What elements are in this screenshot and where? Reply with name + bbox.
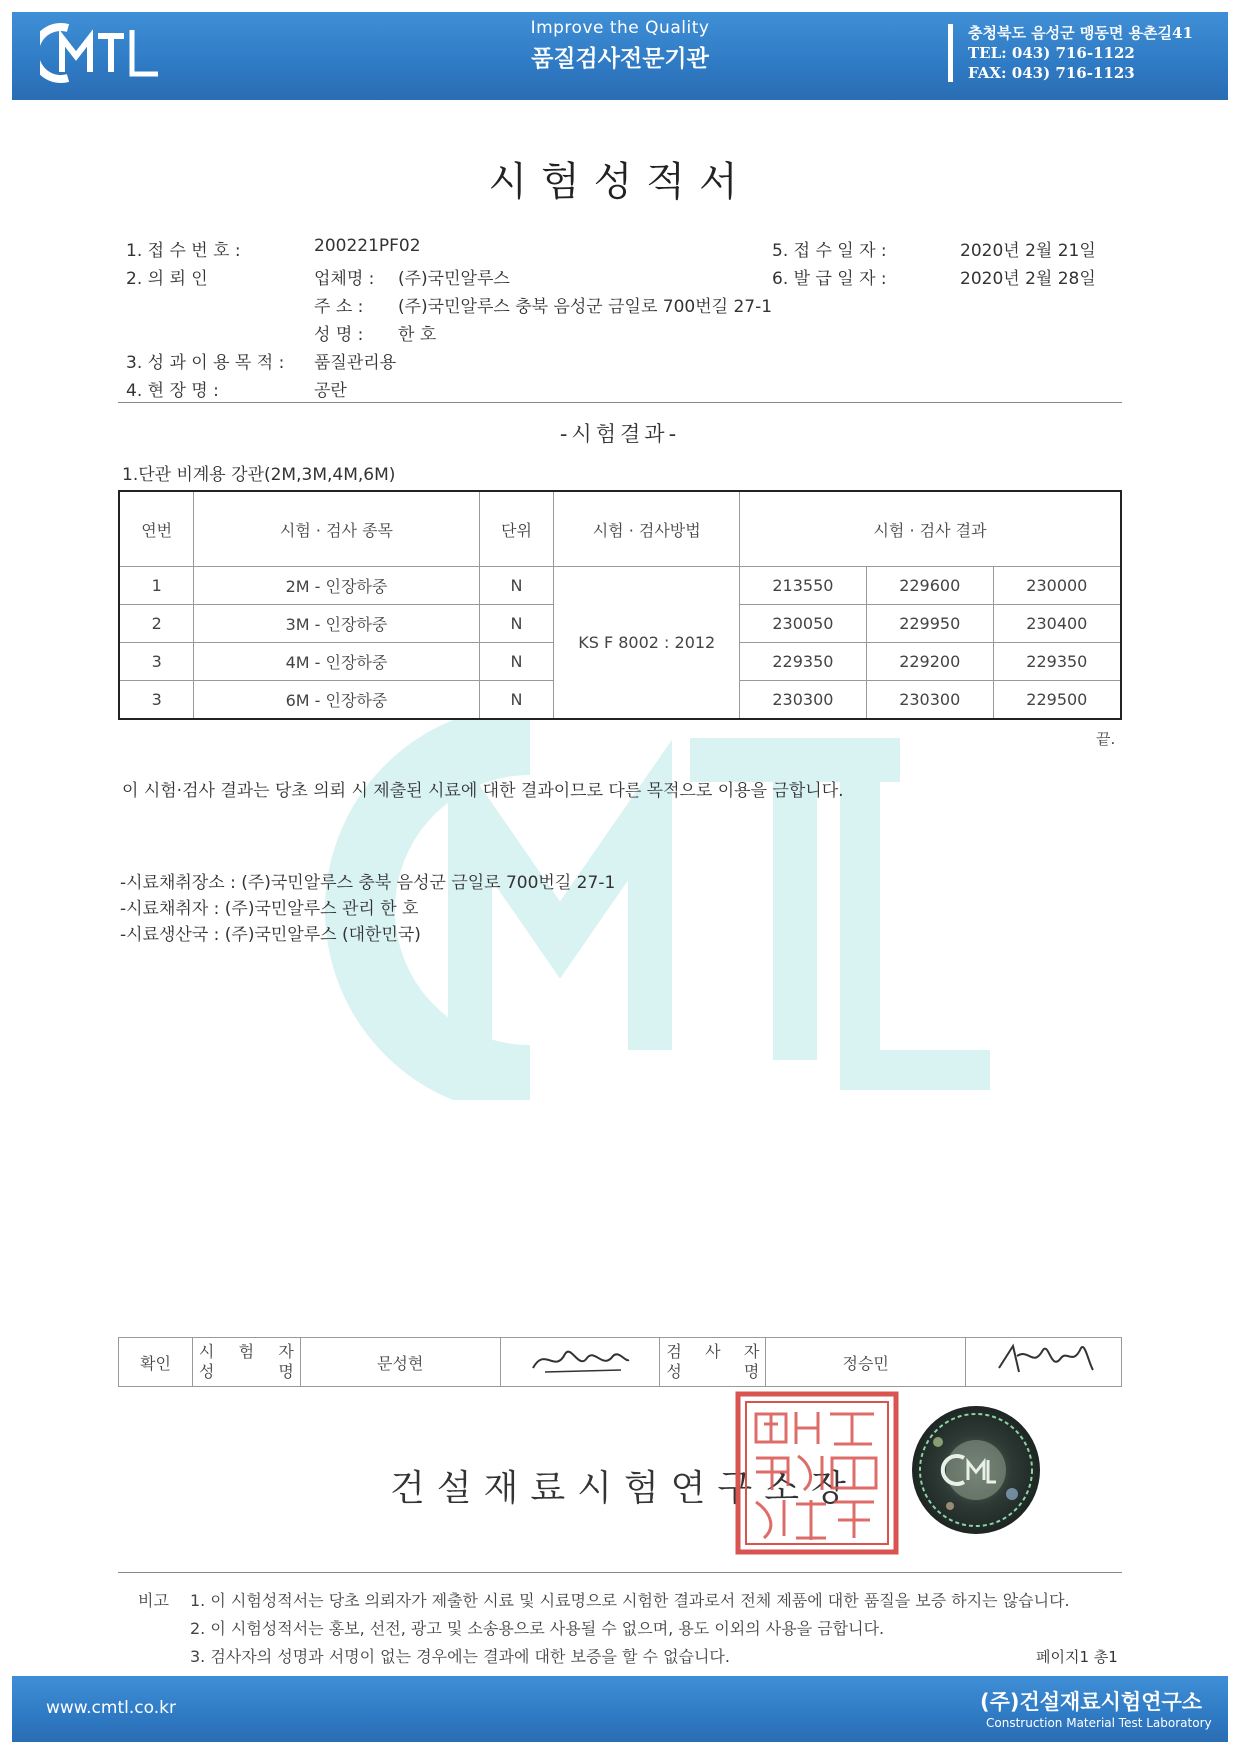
- row-item: 2M - 인장하중: [194, 567, 479, 605]
- row-unit: N: [479, 681, 554, 720]
- purpose-label: 3. 성 과 이 용 목 적 :: [126, 353, 285, 373]
- receipt-date: 2020년 2월 21일: [960, 241, 1096, 261]
- company-value: (주)국민알루스: [398, 269, 510, 289]
- cmtl-logo: [40, 22, 160, 84]
- tester-label-char: 시: [198, 1342, 215, 1361]
- tester-label-char: 명: [278, 1362, 294, 1381]
- name-value: 한 호: [398, 325, 437, 345]
- row-unit: N: [479, 567, 554, 605]
- issue-date: 2020년 2월 28일: [960, 269, 1096, 289]
- row-item: 6M - 인장하중: [194, 681, 479, 720]
- row-result-3: 229350: [993, 643, 1121, 681]
- header-method: 시험 · 검사방법: [554, 491, 740, 567]
- official-seal-icon: [734, 1390, 900, 1556]
- header-fax: FAX: 043) 716-1123: [968, 64, 1135, 82]
- row-result-1: 230050: [740, 605, 867, 643]
- inspector-label: [660, 1338, 766, 1387]
- remarks-label: 비고: [138, 1591, 169, 1610]
- remark-item: 1. 이 시험성적서는 당초 의뢰자가 제출한 시료 및 시료명으로 시험한 결과로서 전체 제품에 대한 품질을 보증 하지는 않습니다.: [190, 1591, 1070, 1610]
- row-seq: 3: [119, 643, 194, 681]
- header-address: 충청북도 음성군 맹동면 용촌길41: [968, 24, 1193, 42]
- row-result-3: 230000: [993, 567, 1121, 605]
- tester-label: [192, 1338, 300, 1387]
- row-unit: N: [479, 643, 554, 681]
- row-item: 3M - 인장하중: [194, 605, 479, 643]
- row-result-2: 229950: [866, 605, 993, 643]
- header-seq: 연번: [119, 491, 194, 567]
- header-tel: TEL: 043) 716-1122: [968, 44, 1135, 62]
- footer-company-en: Construction Material Test Laboratory: [986, 1716, 1212, 1730]
- confirm-label: 확인: [119, 1338, 193, 1387]
- header-item: 시험 · 검사 종목: [194, 491, 479, 567]
- tagline: Improve the Quality: [530, 18, 710, 38]
- tester-label-char: 성: [198, 1362, 215, 1381]
- tester-label-char: 험: [238, 1342, 255, 1361]
- page-info: 페이지1 총1: [1036, 1648, 1118, 1666]
- name-label: 성 명 :: [314, 325, 364, 345]
- sample-origin: -시료생산국 : (주)국민알루스 (대한민국): [120, 925, 421, 945]
- sample-location: -시료채취장소 : (주)국민알루스 충북 음성군 금일로 700번길 27-1: [120, 873, 616, 893]
- header-unit: 단위: [479, 491, 554, 567]
- results-heading: -시험결과-: [559, 422, 681, 446]
- institute-director: 건설재료시험연구소장: [390, 1468, 858, 1509]
- remark-item: 2. 이 시험성적서는 홍보, 선전, 광고 및 소송용으로 사용될 수 없으며, 용도 이외의 사용을 금합니다.: [190, 1619, 885, 1638]
- site-label: 4. 현 장 명 :: [126, 381, 219, 401]
- inspector-label-char: 사: [705, 1342, 721, 1361]
- inspector-name: 정승민: [766, 1338, 966, 1387]
- inspector-label-char: 성: [666, 1362, 682, 1381]
- tester-name: 문성현: [300, 1338, 500, 1387]
- contact-divider: [948, 24, 953, 82]
- inspector-signature-icon: [989, 1338, 1099, 1382]
- document-title: 시험성적서: [488, 159, 752, 205]
- remarks-divider: [118, 1572, 1122, 1573]
- footer-company: (주)건설재료시험연구소: [980, 1690, 1203, 1714]
- row-result-2: 229600: [866, 567, 993, 605]
- inspector-signature: [966, 1338, 1122, 1387]
- row-seq: 3: [119, 681, 194, 720]
- tester-signature: [500, 1338, 660, 1387]
- signature-table: [118, 1337, 1122, 1387]
- purpose-value: 품질관리용: [314, 353, 397, 373]
- site-value: 공란: [314, 381, 347, 401]
- issue-date-label: 6. 발 급 일 자 :: [772, 269, 887, 289]
- inspector-label-char: 검: [666, 1342, 682, 1361]
- table-row: [119, 567, 1121, 605]
- results-table: [118, 490, 1122, 720]
- inspector-label-char: 자: [743, 1342, 760, 1361]
- row-result-1: 213550: [740, 567, 867, 605]
- row-result-2: 229200: [866, 643, 993, 681]
- results-subtitle: 1.단관 비계용 강관(2M,3M,4M,6M): [122, 465, 396, 485]
- agency-name: 품질검사전문기관: [531, 46, 709, 72]
- row-result-3: 230400: [993, 605, 1121, 643]
- end-mark: 끝.: [1096, 730, 1116, 748]
- row-result-2: 230300: [866, 681, 993, 720]
- row-item: 4M - 인장하중: [194, 643, 479, 681]
- test-method: KS F 8002 : 2012: [554, 567, 740, 720]
- address-label: 주 소 :: [314, 297, 364, 317]
- remark-item: 3. 검사자의 성명과 서명이 없는 경우에는 결과에 대한 보증을 할 수 없습니다.: [190, 1647, 730, 1666]
- row-result-3: 229500: [993, 681, 1121, 720]
- website-link[interactable]: www.cmtl.co.kr: [46, 1698, 176, 1718]
- sample-collector: -시료채취자 : (주)국민알루스 관리 한 호: [120, 899, 419, 919]
- row-seq: 1: [119, 567, 194, 605]
- row-unit: N: [479, 605, 554, 643]
- header-result: 시험 · 검사 결과: [740, 491, 1121, 567]
- address-value: (주)국민알루스 충북 음성군 금일로 700번길 27-1: [398, 297, 773, 317]
- row-result-1: 230300: [740, 681, 867, 720]
- tester-signature-icon: [525, 1340, 635, 1380]
- row-seq: 2: [119, 605, 194, 643]
- inspector-label-char: 명: [743, 1362, 760, 1381]
- company-label: 업체명 :: [314, 269, 375, 289]
- row-result-1: 229350: [740, 643, 867, 681]
- table-header-row: [119, 491, 1121, 567]
- client-label: 2. 의 뢰 인: [126, 269, 208, 289]
- receipt-no-label: 1. 접 수 번 호 :: [126, 241, 241, 261]
- usage-notice: 이 시험·검사 결과는 당초 의뢰 시 제출된 시료에 대한 결과이므로 다른 목적으로 이용을 금합니다.: [122, 781, 844, 801]
- info-divider: [118, 402, 1122, 403]
- receipt-no: 200221PF02: [314, 236, 421, 256]
- tester-label-char: 자: [278, 1342, 294, 1361]
- receipt-date-label: 5. 접 수 일 자 :: [772, 241, 887, 261]
- hologram-seal-icon: [908, 1402, 1044, 1538]
